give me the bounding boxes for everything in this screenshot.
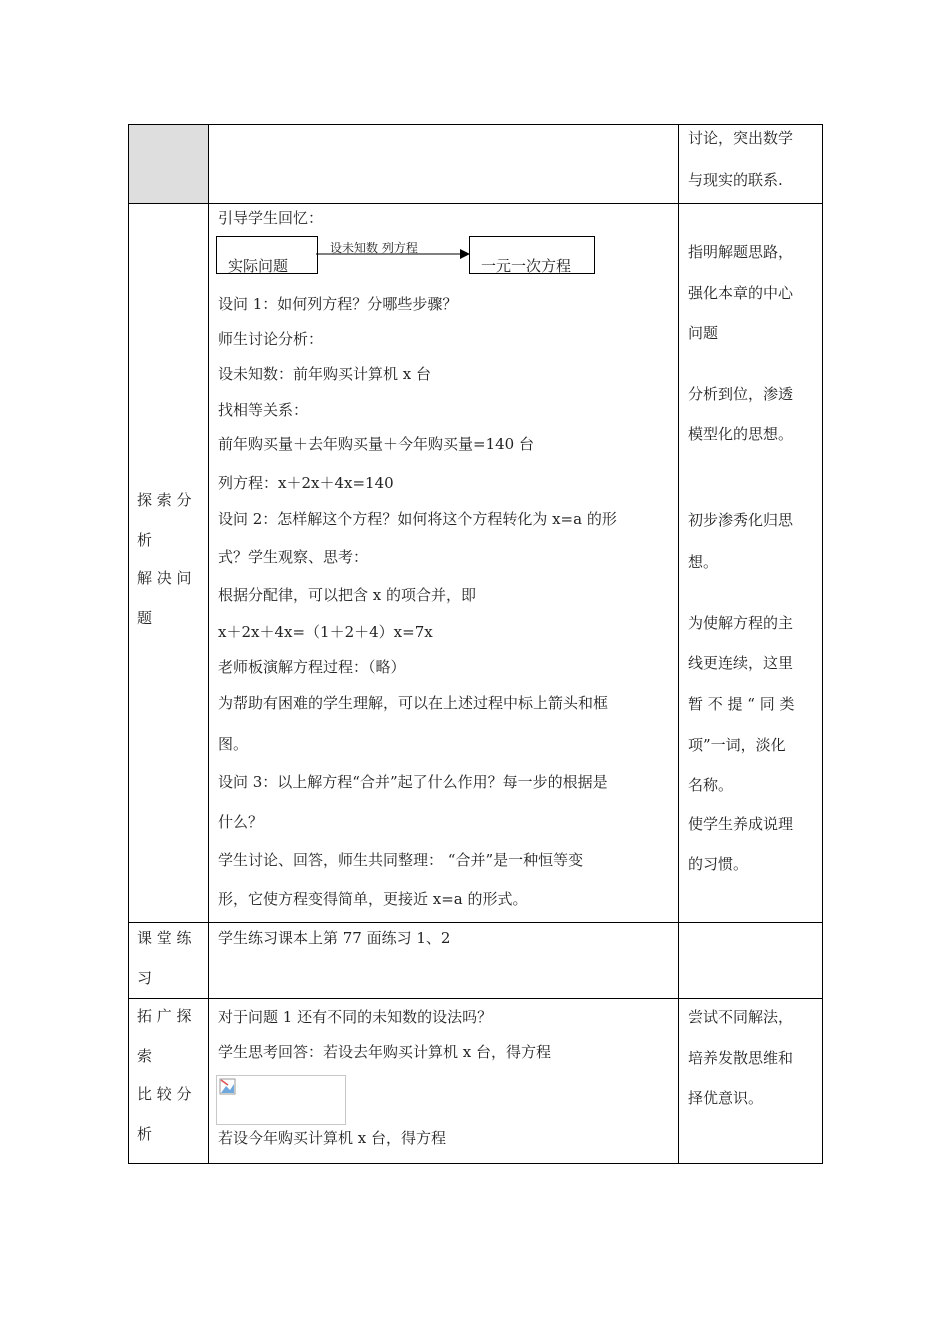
content-line: 设问 2：怎样解这个方程？如何将这个方程转化为 x=a 的形 — [218, 510, 617, 528]
content-line: 设问 1：如何列方程？分哪些步骤？ — [218, 295, 458, 313]
note-line: 暂 不 提 “ 同 类 — [688, 695, 795, 713]
content-line: 对于问题 1 还有不同的未知数的设法吗？ — [218, 1008, 493, 1026]
broken-image-icon — [219, 1078, 237, 1096]
note-line: 模型化的思想。 — [688, 425, 794, 443]
note-line: 培养发散思维和 — [688, 1049, 794, 1067]
row-divider-2 — [128, 922, 823, 923]
row-label-line: 课 堂 练 — [137, 929, 192, 947]
note-line: 强化本章的中心 — [688, 284, 794, 302]
note-line: 分析到位，渗透 — [688, 385, 794, 403]
table-border-left — [128, 124, 129, 1164]
content-line: 若设今年购买计算机 x 台，得方程 — [218, 1129, 446, 1147]
content-line: 师生讨论分析： — [218, 330, 324, 348]
content-line: 学生练习课本上第 77 面练习 1、2 — [218, 929, 451, 947]
note-line: 指明解题思路， — [688, 243, 794, 261]
note-line: 线更连续，这里 — [688, 654, 794, 672]
content-line: 式？学生观察、思考： — [218, 548, 369, 566]
column-divider-2 — [678, 124, 679, 1164]
note-line: 讨论，突出数学 — [688, 129, 794, 147]
content-line: 前年购买量＋去年购买量＋今年购买量=140 台 — [218, 435, 534, 453]
content-line: 图。 — [218, 735, 249, 753]
broken-image-placeholder — [216, 1075, 346, 1125]
row-label-line: 题 — [137, 609, 153, 627]
table-border-top — [128, 124, 823, 125]
note-line: 使学生养成说理 — [688, 815, 794, 833]
content-line: 什么？ — [218, 813, 264, 831]
note-line: 为使解方程的主 — [688, 614, 794, 632]
row-label-line: 比 较 分 — [137, 1085, 192, 1103]
content-line: 为帮助有困难的学生理解，可以在上述过程中标上箭头和框 — [218, 694, 609, 712]
diagram-left-label: 实际问题 — [228, 257, 289, 275]
row-label-line: 析 — [137, 531, 153, 549]
diagram-right-label: 一元一次方程 — [481, 257, 572, 275]
row-label-line: 拓 广 探 — [137, 1007, 192, 1025]
content-line: 老师板演解方程过程：（略） — [218, 658, 406, 676]
table-border-bottom — [128, 1163, 823, 1164]
note-line: 择优意识。 — [688, 1089, 764, 1107]
table-border-right — [822, 124, 823, 1164]
content-line: 设问 3：以上解方程“合并”起了什么作用？每一步的根据是 — [218, 773, 608, 791]
row-label-line: 索 — [137, 1047, 153, 1065]
note-line: 名称。 — [688, 776, 734, 794]
row-label-line: 析 — [137, 1125, 153, 1143]
row-label-line: 习 — [137, 969, 153, 987]
note-line: 的习惯。 — [688, 855, 749, 873]
content-line: 引导学生回忆： — [218, 209, 324, 227]
row-label-line: 解 决 问 — [137, 569, 192, 587]
column-divider-1 — [208, 124, 209, 1164]
content-line: 找相等关系： — [218, 401, 309, 419]
note-line: 初步渗秀化归思 — [688, 511, 794, 529]
label-column-shade-top — [128, 125, 208, 203]
content-line: x＋2x＋4x=（1＋2＋4）x=7x — [218, 623, 433, 641]
diagram-arrow-label: 设未知数 列方程 — [330, 241, 418, 255]
note-line: 尝试不同解法， — [688, 1008, 794, 1026]
note-line: 问题 — [688, 324, 719, 342]
content-line: 形，它使方程变得简单，更接近 x=a 的形式。 — [218, 890, 528, 908]
content-line: 学生思考回答：若设去年购买计算机 x 台，得方程 — [218, 1043, 551, 1061]
content-line: 根据分配律，可以把含 x 的项合并，即 — [218, 586, 476, 604]
row-divider-3 — [128, 998, 823, 999]
content-line: 学生讨论、回答，师生共同整理： “合并”是一种恒等变 — [218, 851, 584, 869]
diagram-arrow — [316, 248, 470, 260]
note-line: 想。 — [688, 553, 719, 571]
note-line: 项”一词，淡化 — [688, 736, 786, 754]
note-line: 与现实的联系. — [688, 171, 783, 189]
content-line: 设未知数：前年购买计算机 x 台 — [218, 365, 431, 383]
content-line: 列方程：x＋2x＋4x=140 — [218, 474, 394, 492]
row-divider-1 — [128, 203, 823, 204]
row-label-line: 探 索 分 — [137, 491, 192, 509]
